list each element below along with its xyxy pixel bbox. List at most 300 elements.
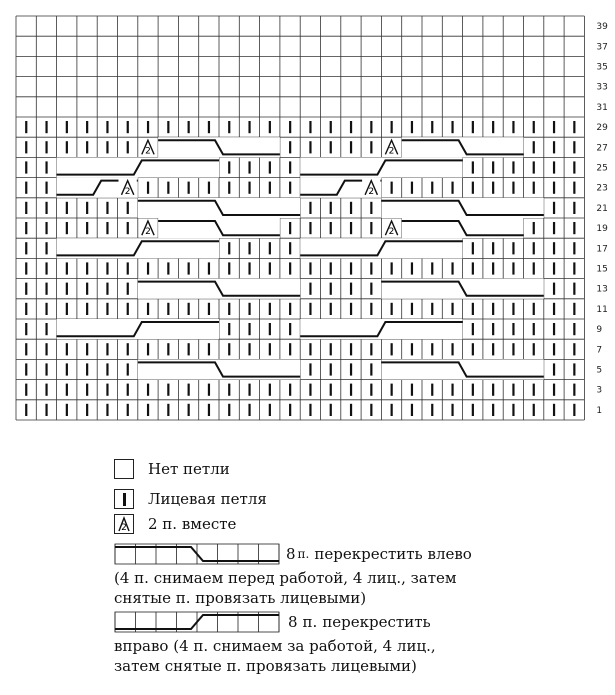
- knit-stitch: [411, 121, 413, 133]
- knit-stitch: [228, 303, 230, 315]
- knit-stitch: [512, 182, 514, 194]
- row-number: 9: [596, 325, 603, 336]
- knit-stitch: [127, 343, 129, 355]
- cross-left-symbol: [114, 543, 282, 565]
- knit-stitch: [45, 121, 47, 133]
- knit-stitch: [66, 141, 68, 153]
- knit-stitch: [553, 262, 555, 274]
- knit-stitch: [451, 262, 453, 274]
- knit-stitch: [573, 404, 575, 416]
- knit-stitch: [25, 404, 27, 416]
- knit-stitch: [492, 384, 494, 396]
- knit-stitch: [167, 121, 169, 133]
- knit-stitch: [106, 363, 108, 375]
- knit-stitch: [167, 303, 169, 315]
- knit-stitch: [167, 262, 169, 274]
- knit-stitch: [309, 222, 311, 234]
- knit-stitch: [208, 262, 210, 274]
- row-number: 25: [596, 163, 608, 174]
- knit-stitch: [492, 121, 494, 133]
- knit-stitch: [553, 323, 555, 335]
- knit-stitch: [451, 384, 453, 396]
- knit-stitch: [411, 384, 413, 396]
- legend-cross-right: [114, 611, 431, 633]
- knit-stitch: [330, 404, 332, 416]
- knit-stitch: [553, 343, 555, 355]
- knit-stitch: [106, 283, 108, 295]
- knit-stitch: [573, 323, 575, 335]
- knit-stitch: [66, 363, 68, 375]
- knit-stitch: [573, 363, 575, 375]
- knit-stitch: [188, 384, 190, 396]
- knit-stitch: [391, 182, 393, 194]
- knit-stitch: [289, 303, 291, 315]
- knit-stitch: [269, 242, 271, 254]
- k2tog-label: 2: [368, 186, 375, 197]
- knit-stitch: [66, 384, 68, 396]
- knit-stitch: [472, 404, 474, 416]
- knit-stitch: [553, 363, 555, 375]
- knit-stitch: [228, 161, 230, 173]
- knit-stitch: [451, 303, 453, 315]
- knit-stitch: [391, 384, 393, 396]
- row-number: 37: [596, 42, 608, 53]
- knit-stitch: [45, 242, 47, 254]
- knit-stitch: [167, 343, 169, 355]
- legend-cross-left: [114, 543, 472, 565]
- knit-stitch: [533, 384, 535, 396]
- knit-stitch: [228, 343, 230, 355]
- knit-stitch: [411, 303, 413, 315]
- row-number: 39: [596, 22, 608, 33]
- knit-stitch: [45, 363, 47, 375]
- knit-stitch: [289, 222, 291, 234]
- row-number: 31: [596, 102, 608, 113]
- knit-stitch: [45, 303, 47, 315]
- cross-right-head: 8: [288, 613, 298, 631]
- knit-stitch: [25, 384, 27, 396]
- knit-stitch: [533, 262, 535, 274]
- knit-stitch: [350, 363, 352, 375]
- knit-stitch: [289, 141, 291, 153]
- knit-stitch: [66, 121, 68, 133]
- knit-stitch: [350, 222, 352, 234]
- knit-stitch: [45, 182, 47, 194]
- knit-stitch: [248, 303, 250, 315]
- knit-stitch: [289, 384, 291, 396]
- knit-stitch: [472, 121, 474, 133]
- cross-right-symbol: [114, 611, 282, 633]
- knit-stitch: [573, 121, 575, 133]
- knit-stitch: [289, 323, 291, 335]
- knit-stitch: [66, 283, 68, 295]
- knit-stitch: [45, 323, 47, 335]
- knit-stitch: [147, 384, 149, 396]
- knit-stitch: [350, 262, 352, 274]
- knit-stitch: [451, 404, 453, 416]
- knit-stitch: [127, 283, 129, 295]
- knit-stitch: [492, 161, 494, 173]
- knit-stitch: [66, 222, 68, 234]
- knit-stitch: [411, 343, 413, 355]
- knit-stitch: [512, 121, 514, 133]
- knit-stitch: [370, 202, 372, 214]
- knit-stitch: [472, 161, 474, 173]
- knit-stitch: [451, 121, 453, 133]
- row-number: 17: [596, 244, 608, 255]
- knit-stitch: [25, 202, 27, 214]
- knit-stitch: [512, 161, 514, 173]
- knit-stitch: [573, 242, 575, 254]
- knit-stitch: [573, 202, 575, 214]
- knit-stitch: [228, 323, 230, 335]
- knit-stitch: [289, 242, 291, 254]
- knit-stitch: [309, 141, 311, 153]
- knit-stitch: [25, 141, 27, 153]
- knit-stitch: [370, 262, 372, 274]
- knit-stitch: [553, 141, 555, 153]
- knit-stitch: [370, 404, 372, 416]
- knit-stitch: [573, 141, 575, 153]
- knit-stitch: [370, 384, 372, 396]
- knit-stitch: [86, 141, 88, 153]
- knit-stitch: [188, 262, 190, 274]
- knit-stitch: [86, 303, 88, 315]
- knit-stitch: [289, 343, 291, 355]
- knit-stitch: [309, 303, 311, 315]
- knit-stitch: [248, 161, 250, 173]
- knit-stitch: [309, 404, 311, 416]
- k2tog-label: 2: [145, 227, 151, 238]
- knit-stitch: [391, 262, 393, 274]
- knit-stitch: [147, 121, 149, 133]
- knit-stitch: [106, 303, 108, 315]
- knit-stitch: [106, 141, 108, 153]
- knit-stitch: [208, 121, 210, 133]
- knit-stitch: [127, 303, 129, 315]
- knit-stitch: [370, 222, 372, 234]
- knit-stitch: [431, 404, 433, 416]
- knit-stitch: [492, 182, 494, 194]
- knit-stitch: [533, 323, 535, 335]
- knit-stitch: [309, 343, 311, 355]
- knit-stitch: [269, 182, 271, 194]
- knit-stitch: [533, 343, 535, 355]
- knit-stitch: [86, 404, 88, 416]
- knit-stitch: [573, 161, 575, 173]
- row-number: 7: [596, 345, 603, 356]
- knit-stitch: [248, 323, 250, 335]
- knit-stitch: [512, 323, 514, 335]
- knit-stitch: [573, 384, 575, 396]
- knit-stitch: [45, 141, 47, 153]
- cross-left-head: 8: [286, 545, 296, 563]
- knit-stitch: [188, 404, 190, 416]
- cross-left-line1: (4 п. снимаем перед работой, 4 лиц., затем: [114, 569, 457, 587]
- knit-stitch: [127, 202, 129, 214]
- knit-stitch: [127, 262, 129, 274]
- knit-stitch: [208, 303, 210, 315]
- knit-stitch: [127, 222, 129, 234]
- knit-stitch: [350, 404, 352, 416]
- knit-stitch: [45, 222, 47, 234]
- knit-stitch: [25, 303, 27, 315]
- knit-stitch: [370, 303, 372, 315]
- knit-stitch: [228, 121, 230, 133]
- knit-stitch: [533, 242, 535, 254]
- knit-stitch: [533, 303, 535, 315]
- knit-stitch: [25, 262, 27, 274]
- knit-stitch: [431, 343, 433, 355]
- knit-stitch: [106, 222, 108, 234]
- knit-stitch: [25, 323, 27, 335]
- knit-stitch: [269, 404, 271, 416]
- row-number: 3: [596, 385, 603, 396]
- knit-stitch: [66, 343, 68, 355]
- knit-stitch: [269, 262, 271, 274]
- knit-stitch: [269, 121, 271, 133]
- knit-stitch: [370, 343, 372, 355]
- knit-stitch: [248, 121, 250, 133]
- k2tog-symbol: [114, 514, 134, 534]
- row-number: 35: [596, 62, 608, 73]
- knit-stitch: [350, 283, 352, 295]
- knit-stitch: [411, 262, 413, 274]
- knit-stitch: [350, 141, 352, 153]
- knit-stitch: [208, 384, 210, 396]
- knit-stitch: [350, 202, 352, 214]
- knit-stitch: [269, 343, 271, 355]
- row-number: 23: [596, 183, 608, 194]
- knit-stitch: [512, 262, 514, 274]
- knit-stitch: [573, 222, 575, 234]
- knit-stitch: [330, 363, 332, 375]
- k2tog-label: 2: [145, 146, 151, 157]
- knit-stitch: [228, 384, 230, 396]
- knit-stitch: [411, 404, 413, 416]
- knit-stitch: [309, 283, 311, 295]
- knit-stitch: [330, 202, 332, 214]
- k2tog-icon: [115, 515, 133, 533]
- knit-stitch: [553, 242, 555, 254]
- knit-stitch: [573, 182, 575, 194]
- knit-stitch: [248, 343, 250, 355]
- knit-stitch: [25, 222, 27, 234]
- knit-stitch: [208, 343, 210, 355]
- knit-stitch: [86, 262, 88, 274]
- knit-stitch: [431, 303, 433, 315]
- knit-stitch: [472, 384, 474, 396]
- knit-stitch: [492, 323, 494, 335]
- knit-stitch: [330, 303, 332, 315]
- knit-stitch: [370, 283, 372, 295]
- knit-stitch: [25, 283, 27, 295]
- knit-stitch: [309, 262, 311, 274]
- knit-stitch: [86, 384, 88, 396]
- knit-stitch: [309, 363, 311, 375]
- knit-stitch: [106, 384, 108, 396]
- knit-stitch: [492, 404, 494, 416]
- k2tog-label: 2: [124, 186, 131, 197]
- cross-left-title: перекрестить влево: [314, 545, 472, 563]
- knit-stitch: [431, 182, 433, 194]
- knit-stitch: [512, 303, 514, 315]
- knit-stitch: [289, 262, 291, 274]
- knit-stitch: [350, 303, 352, 315]
- knit-stitch: [86, 222, 88, 234]
- knit-stitch: [228, 182, 230, 194]
- knit-stitch: [228, 404, 230, 416]
- knit-stitch: [208, 404, 210, 416]
- knit-stitch: [25, 343, 27, 355]
- row-number: 1: [596, 405, 603, 416]
- knit-stitch: [370, 141, 372, 153]
- knit-stitch: [248, 404, 250, 416]
- knit-stitch: [431, 262, 433, 274]
- knit-stitch: [66, 202, 68, 214]
- row-number: 13: [596, 284, 608, 295]
- knit-stitch: [66, 404, 68, 416]
- knit-stitch: [45, 283, 47, 295]
- knit-stitch: [553, 404, 555, 416]
- knit-stitch: [472, 262, 474, 274]
- knit-stitch: [553, 283, 555, 295]
- knit-stitch: [289, 161, 291, 173]
- cross-left-line2: снятые п. провязать лицевыми): [114, 589, 367, 607]
- legend-no-stitch: [114, 459, 230, 479]
- no-stitch-symbol: [114, 459, 134, 479]
- knit-stitch: [208, 182, 210, 194]
- knit-stitch: [66, 303, 68, 315]
- knit-stitch: [147, 262, 149, 274]
- knit-stitch: [553, 182, 555, 194]
- knit-stitch: [472, 242, 474, 254]
- knit-stitch: [553, 121, 555, 133]
- knit-stitch: [147, 404, 149, 416]
- legend-k2tog: [114, 514, 236, 534]
- knit-stitch: [330, 262, 332, 274]
- row-number: 27: [596, 143, 608, 154]
- knit-stitch: [533, 141, 535, 153]
- knit-stitch: [106, 343, 108, 355]
- knit-stitch: [86, 121, 88, 133]
- knit-stitch: [248, 182, 250, 194]
- knit-stitch: [188, 182, 190, 194]
- knit-stitch: [289, 404, 291, 416]
- knit-stitch: [45, 202, 47, 214]
- knit-stitch: [289, 182, 291, 194]
- knit-stitch: [350, 384, 352, 396]
- knit-stitch: [330, 222, 332, 234]
- knit-stitch: [147, 343, 149, 355]
- knit-stitch: [167, 404, 169, 416]
- knit-stitch: [411, 182, 413, 194]
- knit-stitch: [553, 202, 555, 214]
- knit-stitch: [106, 121, 108, 133]
- row-number: 5: [596, 365, 603, 376]
- knit-stitch: [330, 121, 332, 133]
- knit-stitch: [472, 303, 474, 315]
- knit-stitch: [167, 182, 169, 194]
- knit-stitch: [512, 242, 514, 254]
- knit-stitch: [553, 161, 555, 173]
- cross-right-unit: п.: [302, 613, 318, 631]
- knit-stitch: [553, 384, 555, 396]
- knit-stitch: [188, 121, 190, 133]
- knit-stitch: [472, 343, 474, 355]
- knit-stitch: [533, 161, 535, 173]
- knit-stitch: [533, 121, 535, 133]
- knit-stitch: [269, 303, 271, 315]
- svg-text:2: 2: [121, 523, 127, 533]
- cross-left-unit: п.: [297, 547, 310, 561]
- knit-stitch: [492, 262, 494, 274]
- knit-stitch: [127, 141, 129, 153]
- knit-stitch: [512, 404, 514, 416]
- knit-stitch: [573, 303, 575, 315]
- knit-stitch: [45, 262, 47, 274]
- knit-stitch: [25, 242, 27, 254]
- knit-stitch: [370, 363, 372, 375]
- knit-stitch: [45, 404, 47, 416]
- knit-stitch: [573, 262, 575, 274]
- knit-stitch: [330, 343, 332, 355]
- knit-stitch: [86, 363, 88, 375]
- row-number: 19: [596, 224, 608, 235]
- knit-stitch: [248, 242, 250, 254]
- knit-stitch: [330, 384, 332, 396]
- knit-stitch-symbol: [114, 489, 134, 509]
- knit-stitch: [472, 182, 474, 194]
- knit-stitch: [472, 323, 474, 335]
- knit-stitch: [25, 182, 27, 194]
- row-number: 11: [596, 304, 608, 315]
- knit-stitch: [188, 303, 190, 315]
- row-number: 21: [596, 203, 608, 214]
- knit-stitch: [188, 343, 190, 355]
- k2tog-label: 2: [388, 146, 395, 157]
- knit-stitch: [228, 242, 230, 254]
- cross-right-line2: затем снятые п. провязать лицевыми): [114, 657, 417, 675]
- row-number: 33: [596, 82, 608, 93]
- row-number: 15: [596, 264, 608, 275]
- knit-stitch: [45, 384, 47, 396]
- knit-stitch: [533, 222, 535, 234]
- knit-stitch: [269, 323, 271, 335]
- knit-stitch: [147, 182, 149, 194]
- knit-stitch: [350, 121, 352, 133]
- knit-stitch: [127, 121, 129, 133]
- knit-stitch: [451, 343, 453, 355]
- knit-stitch: [25, 363, 27, 375]
- cross-right-line1: вправо (4 п. снимаем за работой, 4 лиц.,: [114, 637, 436, 655]
- knit-stitch: [127, 363, 129, 375]
- knit-stitch: [248, 384, 250, 396]
- knit-stitch: [167, 384, 169, 396]
- row-number: 29: [596, 123, 608, 134]
- knit-stitch: [512, 384, 514, 396]
- knit-stitch: [248, 262, 250, 274]
- knit-stitch: [147, 303, 149, 315]
- knit-stitch: [391, 343, 393, 355]
- knit-stitch: [512, 343, 514, 355]
- knit-stitch: [86, 343, 88, 355]
- knit-stitch: [309, 202, 311, 214]
- knit-stitch: [45, 343, 47, 355]
- knit-stitch: [492, 242, 494, 254]
- knit-stitch: [25, 121, 27, 133]
- knit-stitch: [330, 141, 332, 153]
